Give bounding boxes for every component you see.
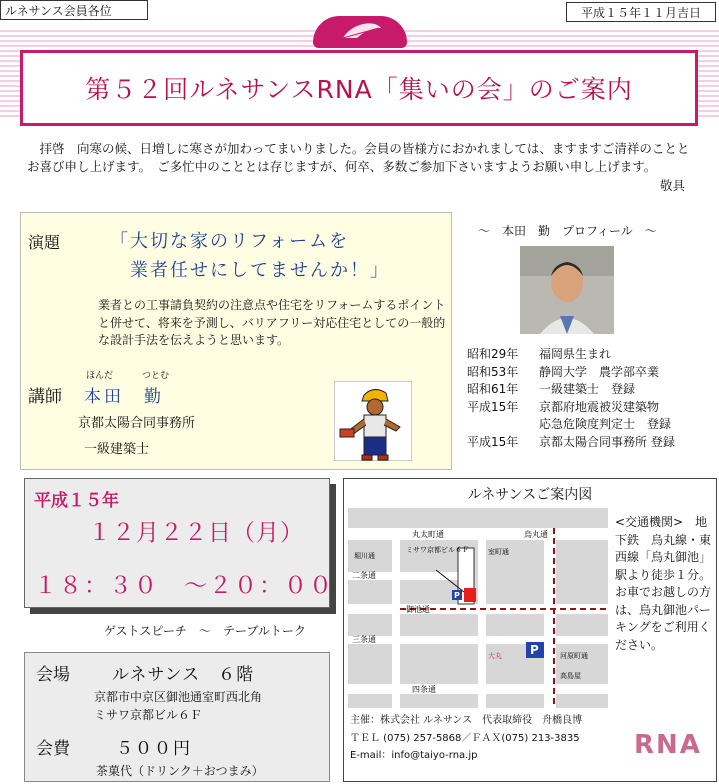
fee-note: 茶菓代（ドリンク＋おつまみ） <box>96 764 264 778</box>
theme-label: 演題 <box>28 233 61 252</box>
lecturer-office: 京都太陽合同事務所 <box>78 416 196 431</box>
profile-item: 平成15年 京都太陽合同事務所 登録 <box>467 434 675 449</box>
lecturer-name: 本田 勤 <box>84 387 164 407</box>
event-time: １８：３０ ～２０：００ <box>34 573 334 599</box>
theme-line-1: 「大切な家のリフォームを <box>110 231 350 252</box>
map-label-takashimaya: 高島屋 <box>560 672 581 680</box>
theme-line-2: 業者任せにしてませんか！」 <box>130 260 390 281</box>
host-info <box>350 712 582 765</box>
venue-address-1: 京都市中京区御池通室町西北角 <box>94 690 263 704</box>
lecturer-license: 一級建築士 <box>84 442 150 457</box>
furigana-first-name: つとむ <box>142 371 170 381</box>
profile-item: 平成15年 京都府地震被災建築物 <box>467 399 660 414</box>
fee-amount: ５００円 <box>116 739 192 759</box>
profile-item: 応急危険度判定士 登録 <box>539 417 672 431</box>
map-label-shijo: 四条通 <box>412 685 436 694</box>
profile-title: ～ 本田 勤 プロフィール ～ <box>478 224 657 238</box>
venue-name: ルネサンス ６階 <box>112 665 255 685</box>
access-map <box>348 508 608 708</box>
pink-tab <box>313 16 407 48</box>
lecture-description: 業者との工事請負契約の注意点や住宅をリフォームするポイントと併せて、将来を予測し、バリアフリー対応住宅としての一般的な設計手法を伝えようと思います。 <box>98 298 446 347</box>
lecturer-label: 講師 <box>28 387 62 407</box>
furigana-last-name: ほんだ <box>86 371 114 381</box>
profile-item: 昭和29年 福岡県生まれ <box>467 347 612 361</box>
host-email: E-mail：info@taiyo-rna.jp <box>350 750 478 761</box>
svg-text:P: P <box>530 643 539 657</box>
map-label-karasuma: 烏丸通 <box>524 530 548 539</box>
page-title: 第５２回ルネサンスRNA「集いの会」のご案内 <box>85 75 633 104</box>
access-info: <交通機関> 地下鉄 烏丸線・東西線「烏丸御池」駅より徒歩１分。お車でお越しの方は、烏丸御池パーキングをご利用ください。 <box>615 515 712 652</box>
venue-label: 会場 <box>36 665 70 685</box>
fee-label: 会費 <box>36 739 70 759</box>
host-tel: ＴＥＬ (075) 257-5868／ＦＡＸ(075) 213-3835 <box>350 732 580 744</box>
map-label-misawa: ミサワ京都ビル６Ｆ <box>406 546 469 554</box>
event-program: ゲストスピーチ ～ テーブルトーク <box>104 624 306 638</box>
map-label-kawaramachi: 河原町通 <box>560 652 588 660</box>
map-label-horikawa: 堀川通 <box>354 552 375 560</box>
svg-text:P: P <box>454 591 460 600</box>
title-box <box>20 50 698 126</box>
greeting-closing: 敬具 <box>659 178 685 193</box>
map-label-daimaru: 大丸 <box>488 652 502 660</box>
map-label-nijo: 二条通 <box>352 571 376 580</box>
event-era: 平成１５年 <box>34 491 119 511</box>
lecturer-photo <box>520 246 614 334</box>
profile-item: 昭和53年 静岡大学 農学部卒業 <box>467 364 660 379</box>
profile-item: 昭和61年 一級建築士 登録 <box>467 382 636 396</box>
greeting-text: 拝啓 向寒の候、日増しに寒さが加わってまいりました。会員の皆様方におかれましては、ますますご清祥のこととお喜び申し上げます。 ご多忙中のこととは存じますが、何卒、多数ご参加下さいますようお願い申し上げます。 <box>27 141 690 174</box>
construction-worker-icon <box>334 381 412 461</box>
venue-address-2: ミサワ京都ビル６Ｆ <box>94 708 203 722</box>
date-tag: 平成１５年１１月吉日 <box>566 2 716 22</box>
map-label-marutamachi: 丸太町通 <box>412 530 444 539</box>
feather-icon <box>313 16 407 48</box>
host-organizer: 主催：株式会社 ルネサンス 代表取締役 舟橋良博 <box>350 715 583 726</box>
map-label-oike: 御池通 <box>406 605 430 614</box>
event-day: １２月２２日（月） <box>88 520 304 546</box>
map-title: ルネサンスご案内図 <box>467 487 593 503</box>
addressee-tag: ルネサンス会員各位 <box>0 0 148 20</box>
map-label-sanjo: 三条通 <box>352 635 376 644</box>
profile-list <box>467 346 675 451</box>
map-label-muromachi: 室町通 <box>488 548 509 556</box>
rna-logo: RNA <box>634 730 702 760</box>
portrait-icon <box>520 246 614 334</box>
